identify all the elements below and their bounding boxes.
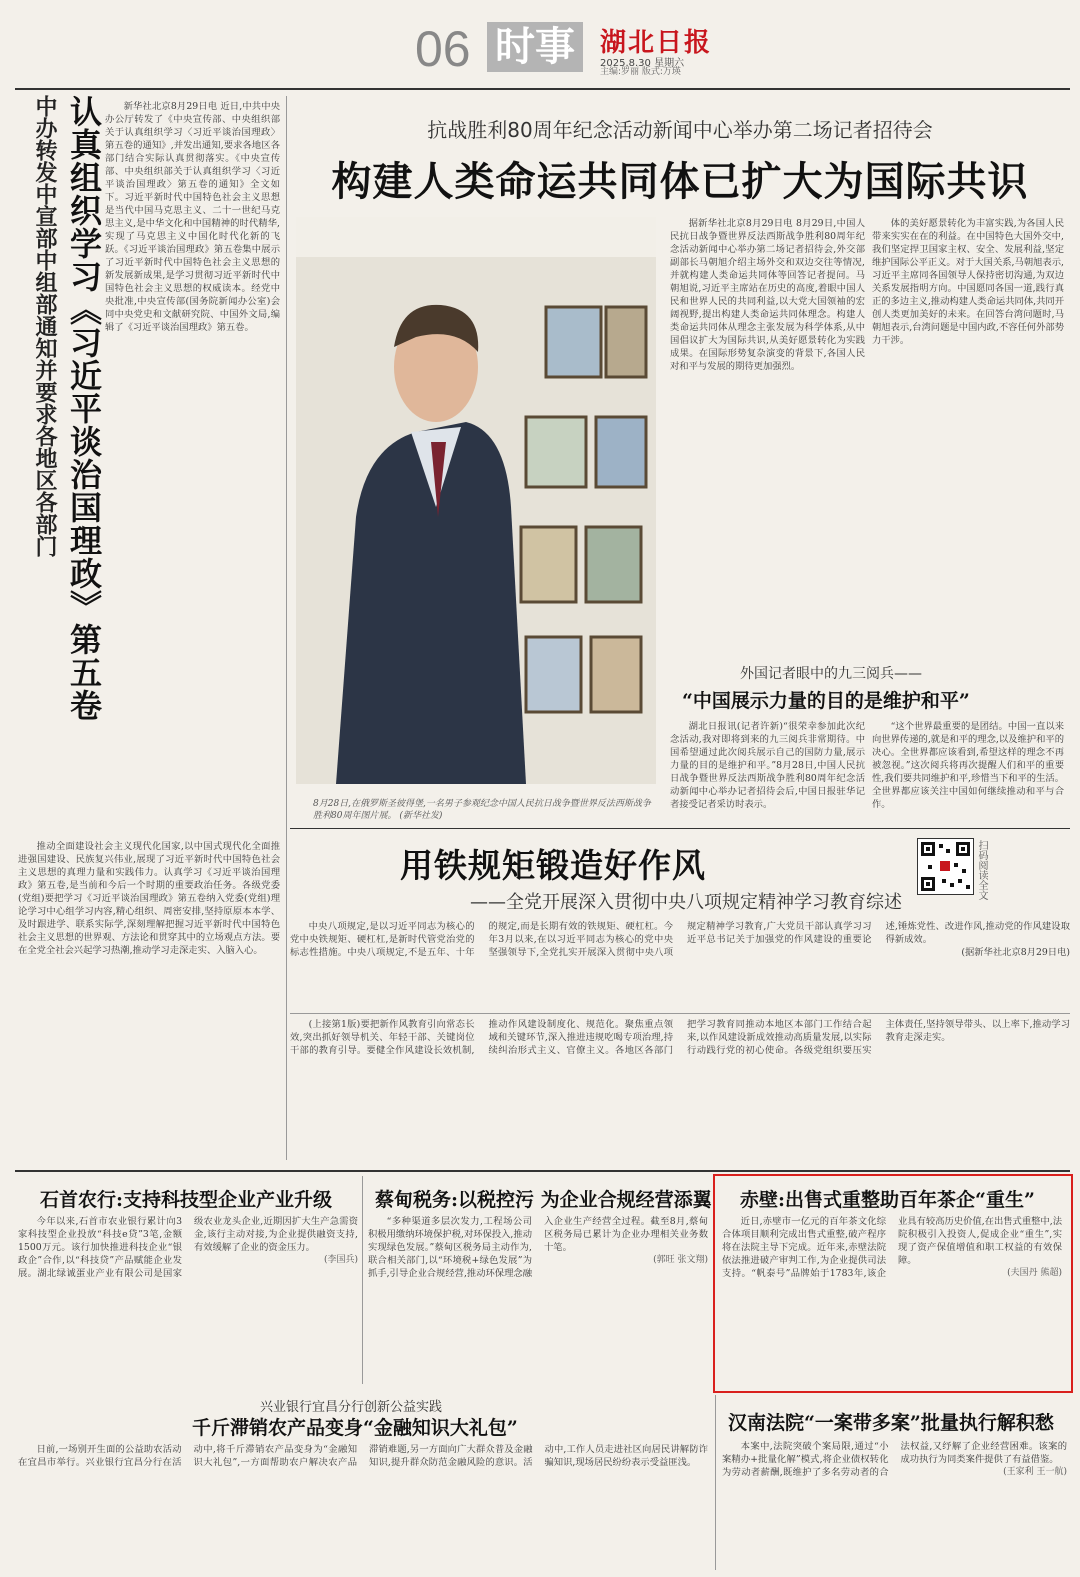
banner-title: 千斤滞销农产品变身“金融知识大礼包” xyxy=(192,1417,518,1439)
banner-body xyxy=(18,1443,708,1568)
story-rule xyxy=(290,1013,1070,1014)
lead-article-subtitle: 中办转发中宣部中组部通知并要求各地区各部门 xyxy=(32,95,58,557)
bottom-article-2-body xyxy=(368,1215,708,1375)
lead-article-body-col1 xyxy=(105,100,280,840)
story-title: 用铁规矩锻造好作风 xyxy=(400,846,706,885)
bottom-article-2-title: 蔡甸税务:以税控污 为企业合规经营添翼 xyxy=(375,1189,712,1211)
newspaper-logo: 湖北日报 xyxy=(600,28,713,58)
column-divider xyxy=(715,1395,716,1570)
last-article-title: 汉南法院“一案带多案”批量执行解积愁 xyxy=(728,1412,1054,1434)
qr-code-icon xyxy=(918,839,973,894)
bottom-article-2-author: (郭旺 张文翔) xyxy=(653,1255,708,1265)
last-article-text: 本案中,法院突破个案局限,通过“小案精办+批量化解”模式,将企业债权转化为劳动者薪酬,既维护了多名劳动者的合法权益,又纾解了企业经营困难。该案的成功执行为同类案件提供了有益借鉴。 xyxy=(722,1441,1067,1478)
photo-caption xyxy=(313,798,653,822)
story-body-bottom xyxy=(290,1018,1070,1163)
editor-credits: 主编:罗丽 版式:万瑛 xyxy=(600,67,681,77)
main-article-body-col2 xyxy=(872,217,1064,652)
side-article-title: “中国展示力量的目的是维护和平” xyxy=(682,690,970,712)
main-article-body-col1 xyxy=(670,217,865,652)
bottom-article-3-text: 近日,赤壁市一亿元的百年茶文化综合体项目顺利完成出售式重整,破产程序将在法院主导下完成。近年来,赤壁法院依法推进破产审判工作,为企业提供司法支持。“帆泰号”品牌始于1783年,该企业具有较高历史价值,在出售式重整中,法院积极引入投资人,促成企业“重生”,实现了资产保值增值和职工权益的有效保障。 xyxy=(722,1216,1062,1279)
side-paragraph-2: “这个世界最重要的是团结。中国一直以来向世界传递的,就是和平的理念,以及维护和平的决心。全世界都应该看到,希望这样的理念不再被忽视。”这次阅兵将再次提醒人们和平的重要性,我们要共同维护和平,珍惜当下和平的生活。全世界都应该关注中国如何继续推动和平与合作。 xyxy=(872,721,1064,810)
bottom-section-rule xyxy=(15,1170,1070,1172)
last-article-body xyxy=(722,1440,1067,1568)
photo-credit: (新华社发) xyxy=(399,811,443,821)
section-tag: 时事 xyxy=(487,22,583,72)
main-article-headline: 构建人类命运共同体已扩大为国际共识 xyxy=(331,158,1029,205)
story-paragraph-2: (上接第1版)要把新作风教育引向常态长效,突出抓好领导机关、年轻干部、关键岗位干部的教育引导。要健全作风建设长效机制,推动作风建设制度化、规范化。聚焦重点领域和关键环节,深入推进违规吃喝专项治理,持续纠治形式主义、官僚主义。各地区各部门把学习教育同推动本地区本部门工作结合起来,以作风建设新成效推动高质量发展,以实际行动践行党的初心使命。各级党组织要压实主体责任,坚持领导带头、以上率下,推动学习教育走深走实。 xyxy=(290,1019,1070,1056)
masthead-rule xyxy=(15,88,1070,90)
banner-kicker: 兴业银行宜昌分行创新公益实践 xyxy=(260,1400,443,1415)
qr-code[interactable] xyxy=(917,838,974,895)
story-subtitle: ——全党开展深入贯彻中央八项规定精神学习教育综述 xyxy=(470,892,902,913)
banner-text: 日前,一场别开生面的公益助农活动在宜昌市举行。兴业银行宜昌分行在活动中,将千斤滞销农产品变身为“金融知识大礼包”,一方面帮助农户解决农产品滞销难题,另一方面向广大群众普及金融知识,提升群众防范金融风险的意识。活动中,工作人员走进社区向居民讲解防诈骗知识,现场居民纷纷表示受益匪浅。 xyxy=(18,1444,708,1468)
main-article-kicker: 抗战胜利80周年纪念活动新闻中心举办第二场记者招待会 xyxy=(427,118,933,142)
bottom-article-3-author: (夫国丹 熊超) xyxy=(1007,1268,1062,1278)
story-body-top xyxy=(290,920,1070,1010)
issue-date: 2025.8.30 星期六 xyxy=(600,58,685,69)
side-article-col1 xyxy=(670,720,865,820)
story-dateline: (据新华社北京8月29日电) xyxy=(961,947,1070,958)
lead-article-title: 认真组织学习《习近平谈治国理政》第五卷 xyxy=(65,95,103,722)
main-paragraph-1: 据新华社北京8月29日电 8月29日,中国人民抗日战争暨世界反法西斯战争胜利80周年纪念活动新闻中心举办第二场记者招待会,外交部副部长马朝旭介绍主场外交和双边交往等情况,并就构建人类命运共同体等回答记者提问。马朝旭说,习近平主席站在历史的高度,着眼中国人民和世界人民的共同利益,以大党大国领袖的宏阔视野,提出构建人类命运共同体理念。构建人类命运共同体从理念主张发展为科学体系,从中国倡议扩大为国际共识,从美好愿景转化为实践成果。在国际形势复杂演变的背景下,各国人民对和平与发展的期待更加强烈。 xyxy=(670,218,865,372)
qr-label: 扫码阅读全文 xyxy=(976,840,987,900)
page-number: 06 xyxy=(415,21,471,77)
story-paragraph-1: 中央八项规定,是以习近平同志为核心的党中央铁规矩、硬杠杠,是新时代管党治党的标志性措施。中央八项规定,不是五年、十年的规定,而是长期有效的铁规矩、硬杠杠。今年3月以来,在以习近平同志为核心的党中央坚强领导下,全党扎实开展深入贯彻中央八项规定精神学习教育,广大党员干部认真学习习近平总书记关于加强党的作风建设的重要论述,锤炼党性、改进作风,推动党的作风建设取得新成效。 xyxy=(290,921,1070,958)
column-divider xyxy=(286,96,287,1160)
news-photo xyxy=(296,217,656,784)
side-article-col2 xyxy=(872,720,1064,820)
bottom-article-1-body xyxy=(18,1215,358,1375)
photo-caption-text: 8月28日,在俄罗斯圣彼得堡,一名男子参观纪念中国人民抗日战争暨世界反法西斯战争胜利80周年图片展。 xyxy=(313,799,651,821)
lead-paragraph-2: 推动全面建设社会主义现代化国家,以中国式现代化全面推进强国建设、民族复兴伟业,展现了习近平新时代中国特色社会主义思想的真理力量和实践伟力。认真学习《习近平谈治国理政》第五卷,是当前和今后一个时期的重要政治任务。各级党委(党组)要把学习《习近平谈治国理政》第五卷纳入党委(党组)理论学习中心组学习内容,精心组织、周密安排,坚持原原本本学、及时跟进学、联系实际学,深刻理解把握习近平新时代中国特色社会主义思想的世界观、方法论和贯穿其中的立场观点方法。要在全党全社会兴起学习热潮,推动学习走深走实、入脑入心。 xyxy=(18,841,280,956)
bottom-article-2-text: “多种渠道多层次发力,工程场公司积极用缴纳环境保护税,对环保投入,推动实现绿色发展。”蔡甸区税务局主动作为,联合相关部门,以“环境税+绿色发展”为抓手,引导企业合规经营,推动环保理念融入企业生产经营全过程。截至8月,蔡甸区税务局已累计为企业办理相关业务数十笔。 xyxy=(368,1216,708,1279)
side-paragraph-1: 湖北日报讯(记者许新)“很荣幸参加此次纪念活动,我对即将到来的九三阅兵非常期待。中国希望通过此次阅兵展示自己的国防力量,展示力量的目的是维护和平。”8月28日,中国人民抗日战争暨世界反法西斯战争胜利80周年纪念活动新闻中心举办记者招待会后,中国日报驻华记者接受记者采访时表示。 xyxy=(670,721,865,810)
bottom-article-1-text: 今年以来,石首市农业银行累计向3家科技型企业投放“科技e贷”3笔,金额1500万元。该行加快推进科技企业“银政企”合作,以“科技贷”产品赋能企业发展。湖北绿诚蛋业产业有限公司是国家级农业龙头企业,近期因扩大生产急需资金,该行主动对接,为企业提供融资支持,有效缓解了企业的资金压力。 xyxy=(18,1216,358,1279)
main-paragraph-2: 体的美好愿景转化为丰富实践,为各国人民带来实实在在的利益。在中国特色大国外交中,我们坚定捍卫国家主权、安全、发展利益,坚定维护国际公平正义。对于大国关系,马朝旭表示,习近平主席同各国领导人保持密切沟通,为双边关系发展指明方向。中国愿同各国一道,践行真正的多边主义,推动构建人类命运共同体,共同开创人类更加美好的未来。在回答台湾问题时,马朝旭表示,台湾问题是中国内政,不容任何外部势力干涉。 xyxy=(872,218,1064,346)
column-divider xyxy=(362,1176,363,1384)
bottom-article-3-body xyxy=(722,1215,1062,1380)
photo-illustration xyxy=(296,217,656,784)
lead-paragraph-1: 新华社北京8月29日电 近日,中共中央办公厅转发了《中央宣传部、中央组织部关于认真组织学习〈习近平谈治国理政〉第五卷的通知》,并发出通知,要求各地区各部门结合实际认真贯彻落实。《中央宣传部、中央组织部关于认真组织学习〈习近平谈治国理政〉第五卷的通知》全文如下。习近平新时代中国特色社会主义思想是当代中国马克思主义、二十一世纪马克思主义,是中华文化和中国精神的时代精华,实现了马克思主义中国化时代化新的飞跃。《习近平谈治国理政》第五卷集中展示了习近平新时代中国特色社会主义思想的新发展新成果,是学习贯彻习近平新时代中国特色社会主义思想的权威读本。经党中央批准,中央宣传部(国务院新闻办公室)会同中央党史和文献研究院、中国外文局,编辑了《习近平谈治国理政》第五卷。 xyxy=(105,101,280,333)
bottom-article-1-title: 石首农行:支持科技型企业产业升级 xyxy=(40,1189,333,1211)
bottom-article-1-author: (李国兵) xyxy=(323,1255,358,1265)
bottom-article-3-title: 赤壁:出售式重整助百年茶企“重生” xyxy=(740,1189,1035,1211)
side-article-kicker: 外国记者眼中的九三阅兵—— xyxy=(740,666,922,682)
section-rule xyxy=(290,828,1070,829)
last-article-author: (王家利 王一航) xyxy=(1003,1467,1067,1477)
